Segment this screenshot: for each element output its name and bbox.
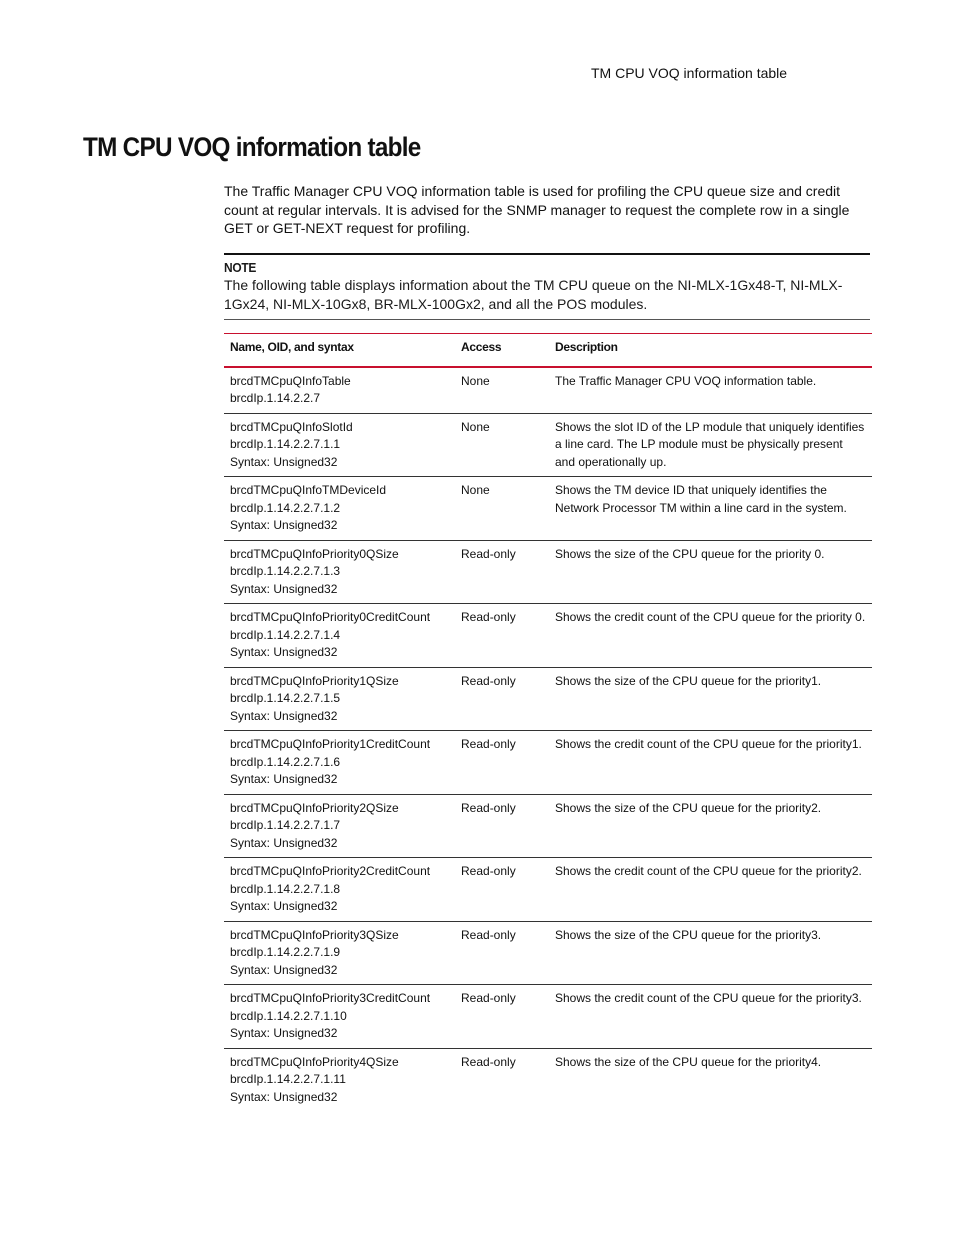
access-cell: Read-only: [455, 667, 549, 731]
object-oid: brcdIp.1.14.2.2.7.1.4: [230, 627, 341, 642]
object-syntax: Syntax: Unsigned32: [230, 708, 338, 723]
table-row: [224, 858, 872, 922]
table-row: [224, 477, 872, 541]
description-cell: Shows the credit count of the CPU queue for the priority 0.: [549, 604, 872, 668]
object-name: brcdTMCpuQInfoTable: [230, 373, 351, 388]
table-row: [224, 985, 872, 1049]
object-name: brcdTMCpuQInfoPriority2QSize: [230, 800, 399, 815]
object-name: brcdTMCpuQInfoPriority0QSize: [230, 546, 399, 561]
name-cell: [224, 367, 455, 414]
access-cell: Read-only: [455, 540, 549, 604]
object-name: brcdTMCpuQInfoSlotId: [230, 419, 353, 434]
object-name: brcdTMCpuQInfoPriority1QSize: [230, 673, 399, 688]
object-oid: brcdIp.1.14.2.2.7.1.5: [230, 691, 341, 705]
table-row: [224, 413, 872, 477]
name-cell: [224, 477, 455, 541]
object-oid: brcdIp.1.14.2.2.7.1.9: [230, 945, 341, 959]
access-cell: Read-only: [455, 604, 549, 668]
object-oid: brcdIp.1.14.2.2.7.1.2: [230, 500, 341, 515]
object-oid: brcdIp.1.14.2.2.7.1.10: [230, 1008, 347, 1023]
table-row: [224, 1048, 872, 1111]
description-cell: Shows the size of the CPU queue for the priority4.: [555, 1054, 822, 1069]
running-header: TM CPU VOQ information table: [591, 65, 788, 81]
object-oid: brcdIp.1.14.2.2.7.1.6: [230, 754, 341, 769]
object-name: brcdTMCpuQInfoPriority1CreditCount: [230, 737, 431, 751]
name-cell: [224, 604, 455, 668]
name-cell: [224, 858, 455, 922]
object-syntax: Syntax: Unsigned32: [230, 772, 338, 786]
object-oid: brcdIp.1.14.2.2.7.1.3: [230, 564, 341, 578]
access-cell: Read-only: [455, 731, 549, 795]
column-header-description: Description: [549, 334, 872, 367]
name-cell: [224, 731, 455, 795]
object-name: brcdTMCpuQInfoPriority0CreditCount: [230, 610, 431, 624]
access-cell: Read-only: [455, 858, 549, 922]
table-header-row: [224, 334, 872, 367]
access-cell: Read-only: [455, 921, 549, 985]
object-syntax: Syntax: Unsigned32: [230, 835, 338, 850]
object-oid: brcdIp.1.14.2.2.7.1.11: [230, 1072, 346, 1086]
name-cell: [224, 540, 455, 604]
name-cell: [224, 794, 455, 858]
description-cell: Shows the size of the CPU queue for the priority1.: [549, 667, 872, 731]
name-cell: [224, 1048, 455, 1111]
object-syntax: Syntax: Unsigned32: [230, 1026, 338, 1040]
description-cell: The Traffic Manager CPU VOQ information table.: [549, 367, 872, 414]
description-cell: Shows the size of the CPU queue for the priority3.: [549, 921, 872, 985]
object-syntax: Syntax: Unsigned32: [230, 454, 338, 469]
description-cell: Shows the size of the CPU queue for the priority 0.: [549, 540, 872, 604]
object-syntax: Syntax: Unsigned32: [230, 899, 338, 913]
table-row: [224, 794, 872, 858]
note-heading: NOTE: [224, 260, 257, 275]
object-oid: brcdIp.1.14.2.2.7.1.8: [230, 881, 341, 896]
object-oid: brcdIp.1.14.2.2.7.1.7: [230, 818, 341, 832]
mib-object-table: [224, 333, 872, 1111]
description-cell: Shows the credit count of the CPU queue for the priority2.: [549, 858, 872, 922]
intro-paragraph: The Traffic Manager CPU VOQ information table is used for profiling the CPU queue size and credit count at regular intervals. It is advised for the SNMP manager to request the complete row in a single GET or GET-NEXT request for profiling.: [224, 183, 850, 236]
object-oid: brcdIp.1.14.2.2.7: [230, 391, 321, 405]
page-title: TM CPU VOQ information table: [83, 132, 421, 162]
access-cell: Read-only: [461, 1054, 516, 1069]
object-syntax: Syntax: Unsigned32: [230, 645, 338, 659]
name-cell: [224, 985, 455, 1049]
object-syntax: Syntax: Unsigned32: [230, 581, 338, 596]
table-row: [224, 921, 872, 985]
object-name: brcdTMCpuQInfoTMDeviceId: [230, 483, 387, 497]
access-cell: Read-only: [455, 985, 549, 1049]
table-row: [224, 540, 872, 604]
object-syntax: Syntax: Unsigned32: [230, 518, 338, 532]
description-cell: Shows the TM device ID that uniquely identifies the Network Processor TM within a line card in the system.: [549, 477, 872, 541]
object-syntax: Syntax: Unsigned32: [230, 962, 338, 977]
object-name: brcdTMCpuQInfoPriority2CreditCount: [230, 864, 431, 878]
object-oid: brcdIp.1.14.2.2.7.1.1: [230, 437, 341, 451]
object-name: brcdTMCpuQInfoPriority4QSize: [230, 1054, 399, 1069]
object-name: brcdTMCpuQInfoPriority3QSize: [230, 927, 399, 942]
table-row: [224, 367, 872, 414]
description-cell: Shows the size of the CPU queue for the priority2.: [549, 794, 872, 858]
name-cell: [224, 413, 455, 477]
access-cell: Read-only: [455, 794, 549, 858]
object-name: brcdTMCpuQInfoPriority3CreditCount: [230, 991, 431, 1005]
access-cell: None: [455, 413, 549, 477]
name-cell: [224, 921, 455, 985]
note-text: The following table displays information about the TM CPU queue on the NI-MLX-1Gx48-T, NI-MLX-1Gx24, NI-MLX-10Gx8, BR-MLX-100Gx2, and all the POS modules.: [224, 277, 843, 312]
description-cell: Shows the credit count of the CPU queue for the priority3.: [549, 985, 872, 1049]
name-cell: [224, 667, 455, 731]
column-header-access: Access: [455, 334, 549, 367]
description-cell: Shows the credit count of the CPU queue for the priority1.: [549, 731, 872, 795]
access-cell: None: [455, 477, 549, 541]
description-cell: Shows the slot ID of the LP module that uniquely identifies a line card. The LP module must be physically present and operationally up.: [549, 413, 872, 477]
table-row: [224, 604, 872, 668]
object-syntax: Syntax: Unsigned32: [230, 1089, 338, 1104]
table-row: [224, 731, 872, 795]
column-header-name: Name, OID, and syntax: [224, 334, 455, 367]
access-cell: None: [455, 367, 549, 414]
note-box: [224, 253, 870, 320]
table-row: [224, 667, 872, 731]
